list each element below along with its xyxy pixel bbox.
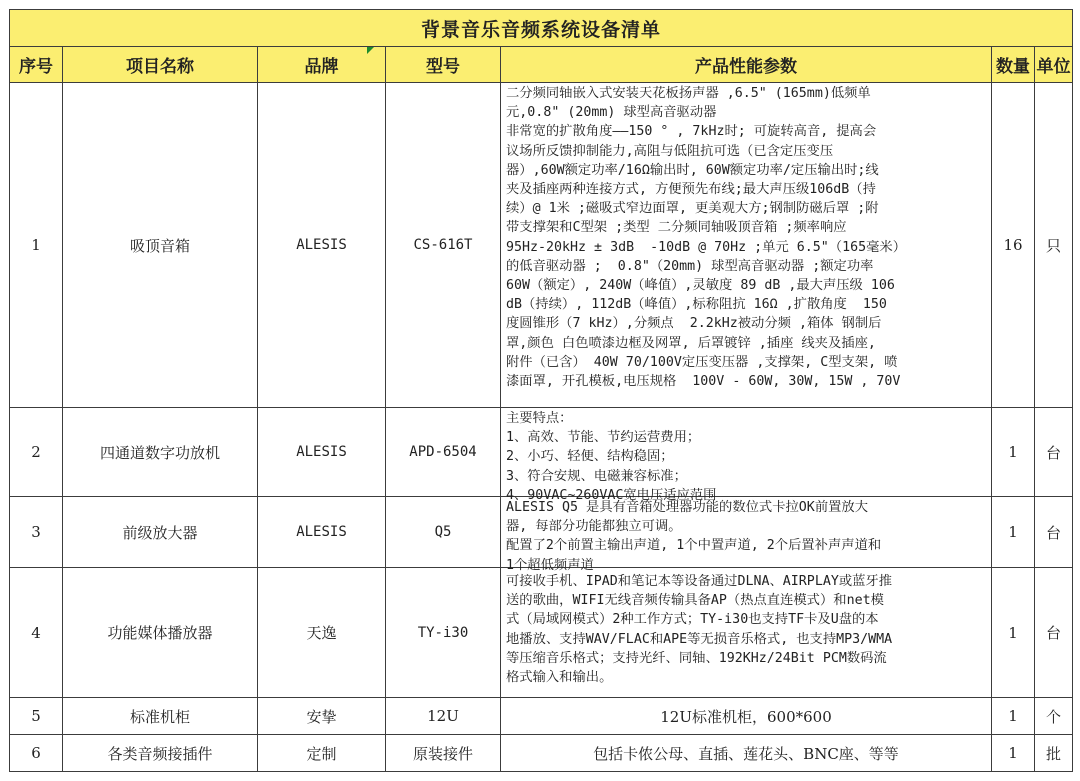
params-line: 主要特点：: [506, 411, 573, 426]
row-qty: 1: [992, 568, 1035, 698]
params-line: 器, 每部分功能都独立可调。: [506, 519, 682, 535]
row-params: [501, 83, 992, 408]
row-unit: 批: [1035, 735, 1073, 772]
params-line: 60W（额定）, 240W（峰值）,灵敏度 89 dB ,最大声压级 106: [506, 278, 895, 294]
header-no: 序号: [10, 47, 63, 83]
row-model: APD-6504: [386, 408, 501, 497]
header-row: [10, 47, 1073, 83]
header-unit: 单位: [1035, 47, 1073, 83]
header-brand: 品牌: [258, 47, 386, 83]
row-brand: 安挚: [258, 698, 386, 735]
row-qty: 1: [992, 497, 1035, 568]
params-line: 4、90VAC~260VAC宽电压适应范围: [506, 487, 717, 503]
params-line: 二分频同轴嵌入式安装天花板扬声器 ,6.5" (165mm)低频单: [506, 86, 871, 101]
row-name: 吸顶音箱: [63, 83, 258, 408]
equipment-table: [9, 9, 1073, 772]
params-line: 地播放、支持WAV/FLAC和APE等无损音乐格式, 也支持MP3/WMA: [506, 631, 893, 647]
row-name: 功能媒体播放器: [63, 568, 258, 698]
params-line: 配置了2个前置主输出声道, 1个中置声道, 2个后置补声声道和: [506, 538, 882, 554]
row-name: 前级放大器: [63, 497, 258, 568]
table-row: [10, 568, 1073, 698]
row-no: 3: [10, 497, 63, 568]
params-line: 度圆锥形（7 kHz）,分频点 2.2kHz被动分频 ,箱体 钢制后: [506, 316, 882, 332]
row-model: 原装接件: [386, 735, 501, 772]
row-no: 5: [10, 698, 63, 735]
row-unit: 台: [1035, 497, 1073, 568]
table-row: [10, 497, 1073, 568]
row-params: [501, 497, 992, 573]
params-line: 元,0.8" (20mm) 球型高音驱动器: [506, 105, 717, 121]
row-params: 12U标准机柜，600*600: [501, 698, 992, 735]
row-qty: 1: [992, 698, 1035, 735]
table-row: [10, 83, 1073, 408]
row-no: 2: [10, 408, 63, 497]
row-unit: 台: [1035, 568, 1073, 698]
header-qty: 数量: [992, 47, 1035, 83]
params-line: 续）@ 1米 ;磁吸式窄边面罩, 更美观大方;钢制防磁后罩 ;附: [506, 201, 879, 217]
params-line: 的低音驱动器 ; 0.8"（20mm) 球型高音驱动器 ;额定功率: [506, 258, 874, 274]
params-line: 95Hz-20kHz ± 3dB -10dB @ 70Hz ;单元 6.5"（165毫米）: [506, 239, 906, 255]
params-line: 夹及插座两种连接方式, 方便预先布线;最大声压级106dB（持: [506, 182, 876, 198]
params-line: 1个超低频声道: [506, 557, 594, 573]
row-model: CS-616T: [386, 83, 501, 408]
row-name: 标准机柜: [63, 698, 258, 735]
params-line: 送的歌曲，WIFI无线音频传输具备AP（热点直连模式）和net模: [506, 593, 884, 609]
row-name: 四通道数字功放机: [63, 408, 258, 497]
params-line: 器）,60W额定功率/16Ω输出时, 60W额定功率/定压输出时;线: [506, 162, 879, 178]
table-row: [10, 698, 1073, 735]
row-unit: 台: [1035, 408, 1073, 497]
row-unit: 个: [1035, 698, 1073, 735]
row-qty: 1: [992, 408, 1035, 497]
row-brand: 定制: [258, 735, 386, 772]
params-line: 式（局域网模式）2种工作方式；TY-i30也支持TF卡及U盘的本: [506, 612, 879, 628]
row-brand: ALESIS: [258, 497, 386, 568]
params-line: ALESIS Q5 是具有音箱处理器功能的数位式卡拉OK前置放大: [506, 500, 869, 515]
params-line: 罩,颜色 白色喷漆边框及网罩, 后罩镀锌 ,插座 线夹及插座,: [506, 335, 876, 351]
row-model: Q5: [386, 497, 501, 568]
equipment-list-sheet: [9, 9, 1072, 772]
params-line: 可接收手机、IPAD和笔记本等设备通过DLNA、AIRPLAY或蓝牙推: [506, 574, 893, 589]
row-name: 各类音频接插件: [63, 735, 258, 772]
row-qty: 1: [992, 735, 1035, 772]
params-line: dB（持续）, 112dB（峰值）,标称阻抗 16Ω ,扩散角度 150: [506, 297, 887, 313]
params-line: 带支撑架和C型架 ;类型 二分频同轴吸顶音箱 ;频率响应: [506, 220, 847, 236]
row-no: 6: [10, 735, 63, 772]
params-line: 格式输入和输出。: [506, 670, 613, 686]
row-no: 1: [10, 83, 63, 408]
row-model: TY-i30: [386, 568, 501, 698]
header-model: 型号: [386, 47, 501, 83]
params-line: 1、高效、节能、节约运营费用；: [506, 430, 701, 446]
params-line: 附件（已含） 40W 70/100V定压变压器 ,支撑架, C型支架, 喷: [506, 354, 898, 370]
params-line: 2、小巧、轻便、结构稳固；: [506, 449, 674, 465]
header-params: 产品性能参数: [501, 47, 992, 83]
params-line: 3、符合安规、电磁兼容标准；: [506, 468, 687, 484]
header-name: 项目名称: [63, 47, 258, 83]
row-qty: 16: [992, 83, 1035, 408]
row-params: [501, 408, 992, 503]
params-line: 漆面罩, 开孔模板,电压规格 100V - 60W, 30W, 15W , 70V: [506, 374, 901, 390]
table-row: [10, 408, 1073, 497]
row-brand: ALESIS: [258, 83, 386, 408]
params-line: 非常宽的扩散角度——150 ° , 7kHz时; 可旋转高音, 提高会: [506, 124, 877, 140]
row-params: [501, 568, 992, 698]
row-unit: 只: [1035, 83, 1073, 408]
params-line: 议场所反馈抑制能力,高阻与低阻抗可选（已含定压变压: [506, 143, 834, 159]
params-line: 等压缩音乐格式；支持光纤、同轴、192KHz/24Bit PCM数码流: [506, 650, 887, 666]
row-brand: ALESIS: [258, 408, 386, 497]
row-no: 4: [10, 568, 63, 698]
cell-comment-marker: [367, 47, 374, 54]
sheet-title: 背景音乐音频系统设备清单: [10, 10, 1073, 47]
row-params: 包括卡侬公母、直插、莲花头、BNC座、等等: [501, 735, 992, 772]
row-brand: 天逸: [258, 568, 386, 698]
table-row: [10, 735, 1073, 772]
row-model: 12U: [386, 698, 501, 735]
